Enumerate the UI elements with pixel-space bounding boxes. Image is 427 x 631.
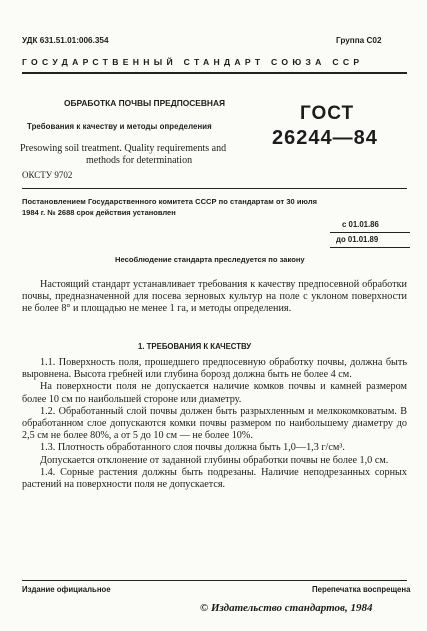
resolution-line1: Постановлением Государственного комитета СССР по стандартам от 30 июля [22,197,318,206]
validity-to: до 01.01.89 [336,235,379,244]
paragraph-1-4: 1.4. Сорные растения должны быть подрезаны. Наличие неподрезанных сорных растений на поверхности поля не допускается. [22,466,407,491]
validity-from: с 01.01.86 [342,220,379,229]
legal-notice: Несоблюдение стандарта преследуется по закону [115,255,305,264]
document-title: ОБРАБОТКА ПОЧВЫ ПРЕДПОСЕВНАЯ [64,98,226,108]
intro-paragraph: Настоящий стандарт устанавливает требования к качеству предпосевной обработки почвы, предназначенной для посева зерновых культур на поле с уклоном поверхности не более 8° и площадью не менее 1 га, и методы определения. [22,279,407,315]
title-english-line2: methods for determination [86,155,193,166]
copyright: © Издательство стандартов, 1984 [200,602,373,614]
title-english-line1: Presowing soil treatment. Quality requirements and [20,143,227,154]
udk-code: УДК 631.51.01:006.354 [22,36,109,45]
document-subtitle: Требования к качеству и методы определения [27,122,212,131]
section-heading: 1. ТРЕБОВАНИЯ К КАЧЕСТВУ [138,342,252,351]
resolution-line2: 1984 г. № 2688 срок действия установлен [22,208,176,217]
standard-title: ГОСУДАРСТВЕННЫЙ СТАНДАРТ СОЮЗА ССР [22,57,364,67]
official-edition: Издание официальное [22,585,111,594]
paragraph-1-1: 1.1. Поверхность поля, прошедшего предпосевную обработку почвы, должна быть выровнена. Высота гребней или глубина борозд должна быть не более 4 см. [22,357,407,381]
paragraph-1-1-cont: На поверхности поля не допускается наличие комков почвы и камней размером более 10 см по наибольшей стороне или диаметру. [22,381,407,405]
paragraph-1-2: 1.2. Обработанный слой почвы должен быть разрыхленным и мелкокомковатым. В обработанном слое допускаются комки почвы размером по наибольшему диаметру до 2,5 см не более 80%, а от 5 до 10 см — не более 10%. [22,405,407,442]
okstu-code: ОКСТУ 9702 [22,170,73,180]
title-rule [22,188,407,189]
reprint-notice: Перепечатка воспрещена [312,585,411,594]
footer-rule [22,580,407,581]
section-body [22,357,407,491]
header-rule [22,72,407,74]
validity-to-rule [330,247,410,248]
paragraph-1-3: 1.3. Плотность обработанного слоя почвы должна быть 1,0—1,3 г/см³. [40,442,345,454]
validity-from-rule [330,232,410,233]
group-code: Группа С02 [336,36,382,45]
gost-number: 26244—84 [272,127,378,149]
paragraph-1-3-cont: Допускается отклонение от заданной глубины обработки почвы не более 1,0 см. [40,454,389,466]
gost-label: ГОСТ [300,103,355,124]
